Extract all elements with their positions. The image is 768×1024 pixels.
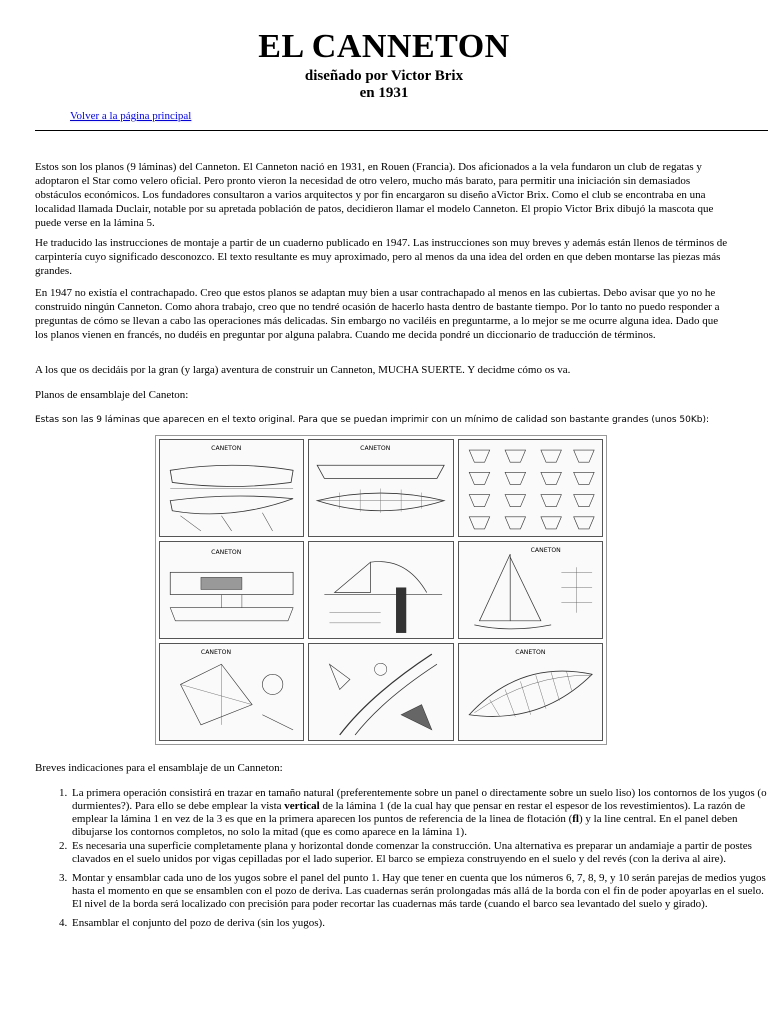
plans-heading: Planos de ensamblaje del Caneton:: [35, 389, 189, 401]
instructions-list: [35, 787, 768, 936]
plate-7-drawing: [160, 644, 303, 740]
intro-paragraph-1: Estos son los planos (9 láminas) del Canneton. El Canneton nació en 1931, en Rouen (Francia). Dos aficionados a la vela fundaron un club de regatas y adoptaron el Star como velero oficial. Pero pronto vieron la necesidad de otro velero, mucho más barato, para permitir una iniciación sin demasiados obstáculos económicos. Los fundadores consultaron a varios arquitectos y por fin encargaron su diseño aVictor Brix. Como el club se encontraba en una localidad llamada Duclair, notable por su apretada población de patos, decidieron llamar el modelo Canneton. El propio Victor Brix dibujó la mascota que puede verse en la lámina 5.: [35, 161, 714, 229]
plate-2-drawing: [309, 440, 452, 536]
plate-4-thumbnail[interactable]: [159, 541, 304, 639]
plates-caption: Estas son las 9 láminas que aparecen en el texto original. Para que se puedan imprimir con un mínimo de calidad son bastante grandes (unos 50Kb):: [35, 415, 709, 425]
plate-6-thumbnail[interactable]: [458, 541, 603, 639]
plate-3-thumbnail[interactable]: [458, 439, 603, 537]
plate-9-label: CANETON: [514, 649, 546, 657]
instructions-heading: Breves indicaciones para el ensamblaje de un Canneton:: [35, 762, 283, 774]
intro-paragraph-2: He traducido las instrucciones de montaje a partir de un cuaderno publicado en 1947. Las instrucciones son muy breves y además están llenos de términos de carpintería cuyo significado desconozco. El texto resultante es muy aproximado, pero al menos da una idea del orden en que deben montarse las piezas más grandes.: [35, 237, 728, 277]
designer-subtitle: diseñado por Victor Brix: [304, 68, 464, 84]
plate-8-thumbnail[interactable]: [308, 643, 453, 741]
plate-1-label: CANETON: [211, 445, 242, 453]
plate-4-label: CANETON: [211, 549, 242, 557]
plate-2-label: CANETON: [360, 445, 391, 453]
plate-1-drawing: [160, 440, 303, 536]
plate-2-thumbnail[interactable]: [308, 439, 453, 537]
plate-6-drawing: [459, 542, 602, 638]
horizontal-divider: [35, 130, 768, 131]
plate-9-thumbnail[interactable]: [458, 643, 603, 741]
plate-8-drawing: [309, 644, 452, 740]
page-title: EL CANNETON: [258, 28, 510, 65]
plate-1-thumbnail[interactable]: [159, 439, 304, 537]
plate-6-label: CANETON: [530, 547, 561, 555]
plate-7-label: CANETON: [200, 649, 232, 657]
back-to-home-link[interactable]: Volver a la página principal: [70, 110, 192, 122]
instruction-step: 3. Montar y ensamblar cada uno de los yugos sobre el panel del punto 1. Hay que tener en cuenta que los números 6, 7, 8, 9, y 10 serán parejas de medios yugos hasta el momento en que se ensamblen con el pozo de deriva. Las cuadernas serán prolongadas más allá de la borda con el fin de poder apoyarlas en el suelo. El nivel de la borda será localizado con precisión para poder recortar las cuadernas más tarde (cuando el barco sea levantado del suelo y girado).: [70, 872, 768, 911]
intro-paragraph-3: En 1947 no existía el contrachapado. Creo que estos planos se adaptan muy bien a usar contrachapado al menos en las cubiertas. Debo avisar que yo no he construido ningún Canneton. Como ahora trabajo, creo que no tendré ocasión de hacerlo hasta dentro de bastante tiempo. Por lo tanto no puedo responder a preguntas de cómo se llevan a cabo las operaciones más delicadas. Sin embargo no vaciléis en preguntarme, a lo mejor se me ocurre alguna idea. Dado que los planos vienen en francés, no dudéis en preguntar por alguna palabra. Cuando me decida pondré un diccionario de traducción de términos.: [35, 287, 720, 341]
plate-5-thumbnail[interactable]: [308, 541, 453, 639]
instruction-step: 2. Es necesaria una superficie completamente plana y horizontal donde comenzar la construcción. Una alternativa es preparar un andamiaje a partir de postes clavados en el suelo unidos por vigas cepilladas por el lado superior. El barco se empieza construyendo en el suelo y del revés (con la deriva al aire).: [70, 840, 768, 866]
plate-7-thumbnail[interactable]: [159, 643, 304, 741]
plate-5-drawing: [309, 542, 452, 638]
plates-image-grid: [155, 435, 607, 745]
plate-3-drawing: [459, 440, 602, 536]
year-subtitle: en 1931: [359, 85, 409, 101]
instruction-step: 4. Ensamblar el conjunto del pozo de deriva (sin los yugos).: [70, 917, 768, 930]
instruction-step: 1. La primera operación consistirá en trazar en tamaño natural (preferentemente sobre un panel o directamente sobre un suelo liso) los contornos de los yugos (o durmientes?). Para ello se debe emplear la vista vertical de la lámina 1 (de la cual hay que pensar en restar el espesor de los revestimientos). La razón de emplear la lámina 1 en vez de la 3 es que en la primera aparecen los puntos de referencia de la linea de flotación (fl) y la line central. En el panel deben dibujarse los contornos completos, no solo la mitad (que es como aparece en la lámina 1).: [70, 787, 768, 839]
plate-4-drawing: [160, 542, 303, 638]
plate-9-drawing: [459, 644, 602, 740]
intro-paragraph-4: A los que os decidáis por la gran (y larga) aventura de construir un Canneton, MUCHA SUERTE. Y decidme cómo os va.: [35, 364, 571, 376]
